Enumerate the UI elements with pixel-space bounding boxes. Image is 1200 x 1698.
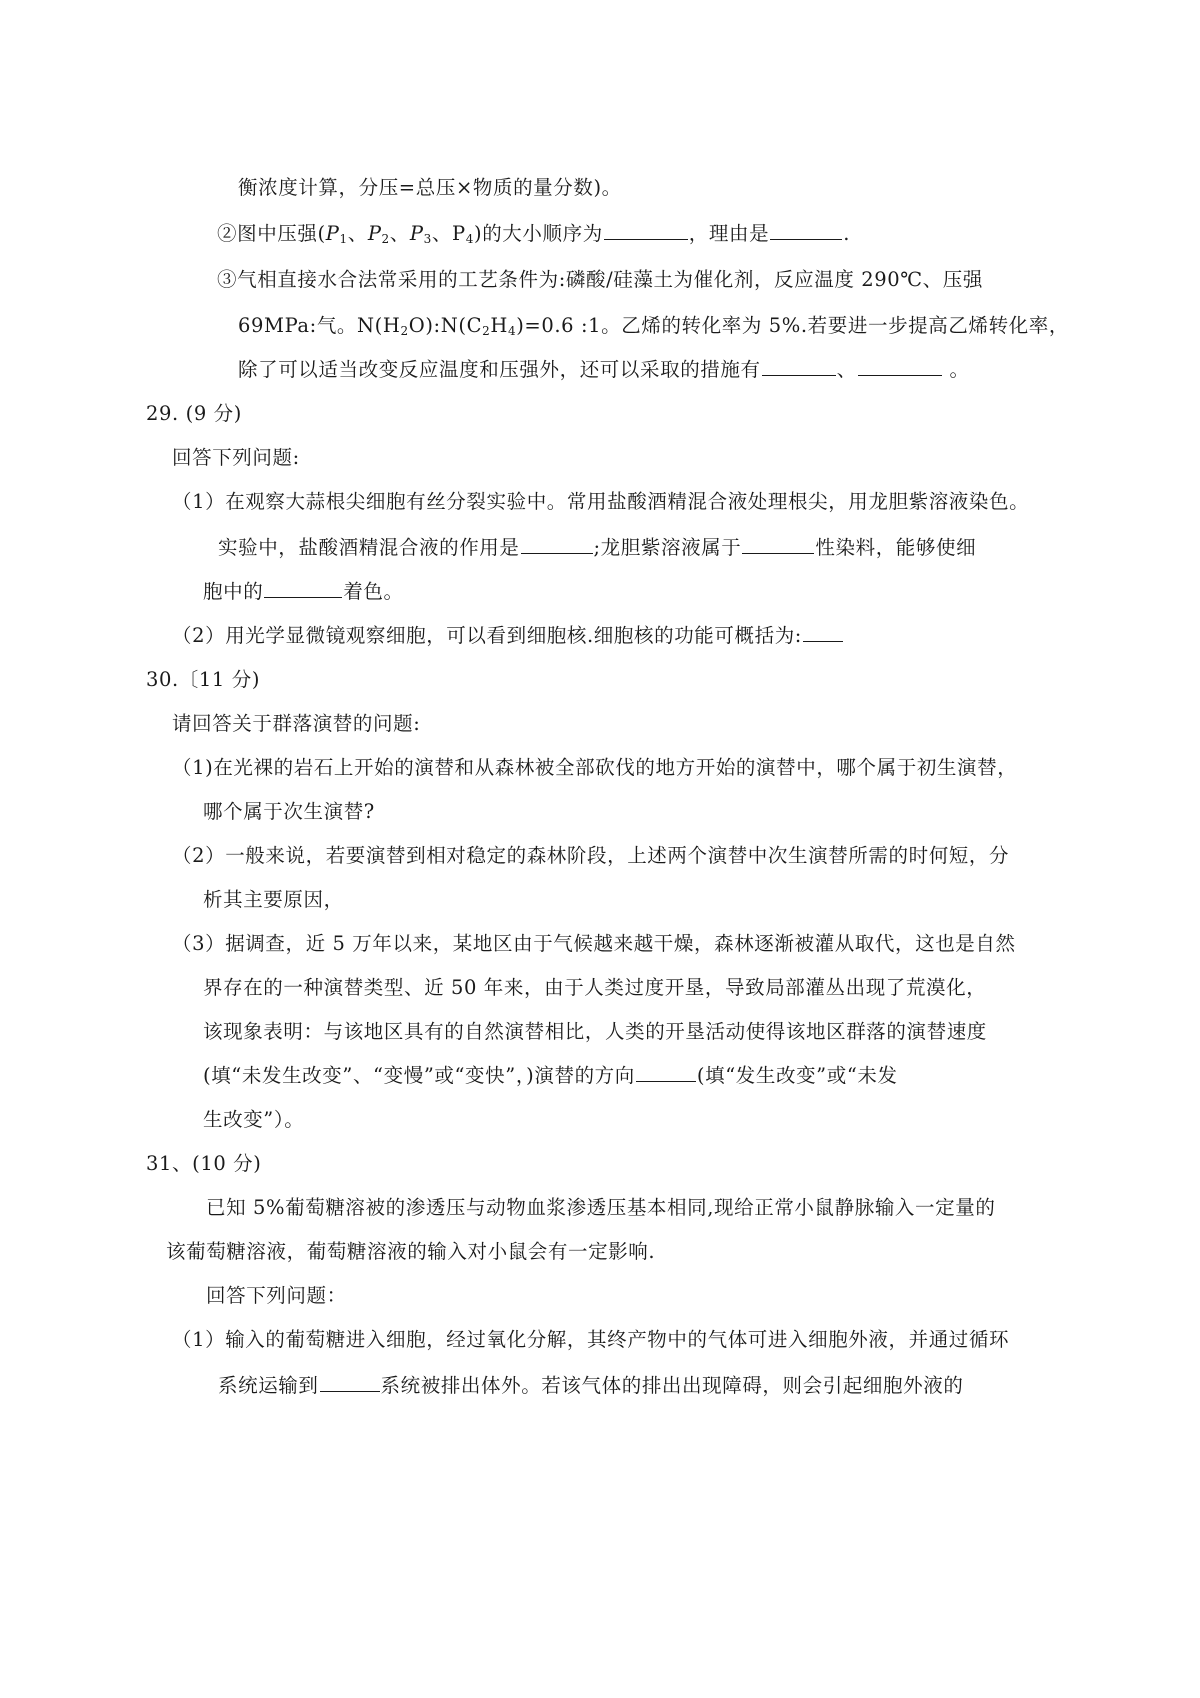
q31-s1-l2-a: 系统运输到 <box>218 1374 319 1397</box>
answer-blank-pressure-order[interactable] <box>604 220 688 240</box>
q30-sub1-line2 <box>203 798 375 826</box>
q28-p3-l3-c: 。 <box>942 358 970 381</box>
q30-sub3-line1 <box>172 930 1016 958</box>
q28-p2-text-d: . <box>843 222 851 245</box>
answer-blank-stained-part[interactable] <box>264 578 342 598</box>
q30-intro-text: 请回答关于群落演替的问题: <box>172 712 421 735</box>
q30-s3-text5: 生改变”）。 <box>203 1108 305 1131</box>
q30-s2-text2: 析其主要原因， <box>203 888 344 911</box>
q31-number <box>146 1150 261 1178</box>
q29-sub1-line1 <box>172 488 1029 516</box>
q28-p2-p2-symbol: P <box>367 222 382 245</box>
q30-number <box>146 666 260 694</box>
q29-number-text: 29. (9 分) <box>146 402 242 425</box>
q28-p2-text-b: )的大小顺序为 <box>473 222 603 245</box>
q28-part3-line2 <box>238 312 1069 340</box>
q30-sub3-line2 <box>203 974 986 1002</box>
q28-p2-text-c: ，理由是 <box>688 222 770 245</box>
q28-p3-l2-sub1: 2 <box>400 324 409 338</box>
q29-sub1-line2 <box>218 534 976 562</box>
q31-s1-l2-b: 系统被排出体外。若该气体的排出出现障碍，则会引起细胞外液的 <box>380 1374 964 1397</box>
answer-blank-dye-type[interactable] <box>742 534 814 554</box>
q30-s3-l4-a: (填“未发生改变”、“变慢”或“变快”，)演替的方向 <box>203 1064 635 1087</box>
q31-para-line1 <box>206 1194 995 1222</box>
q28-continuation-line <box>238 174 622 202</box>
q31-para-text2: 该葡萄糖溶液，葡萄糖溶液的输入对小鼠会有一定影响. <box>166 1240 656 1263</box>
q31-para-line2 <box>166 1238 655 1266</box>
q30-number-text: 30.〔11 分) <box>146 668 261 691</box>
q28-p3-l2-d: )=0.6 :1。乙烯的转化率为 5%.若要进一步提高乙烯转化率， <box>516 314 1069 337</box>
q29-sub2-line <box>172 622 844 650</box>
q28-p3-l3-a: 除了可以适当改变反应温度和压强外，还可以采取的措施有 <box>238 358 761 381</box>
answer-blank-succession-direction[interactable] <box>636 1062 696 1082</box>
q29-s1-l3-a: 胞中的 <box>203 580 264 603</box>
q30-s3-text1: （3）据调查，近 5 万年以来，某地区由于气候越来越干燥，森林逐渐被灌从取代，这也是自然 <box>172 932 1016 955</box>
q31-para-text1: 已知 5%葡萄糖溶被的渗透压与动物血浆渗透压基本相同,现给正常小鼠静脉输入一定量的 <box>206 1196 996 1219</box>
q31-intro <box>206 1282 347 1310</box>
q28-p2-p1-symbol: P <box>325 222 340 245</box>
q31-sub1-line1 <box>172 1326 1009 1354</box>
q30-s3-text3: 该现象表明：与该地区具有的自然演替相比，人类的开垦活动使得该地区群落的演替速度 <box>203 1020 987 1043</box>
q29-intro-text: 回答下列问题: <box>172 446 300 469</box>
q28-part3-line3 <box>238 356 970 384</box>
q28-p2-p3-symbol: P <box>409 222 424 245</box>
q30-sub2-line1 <box>172 842 1009 870</box>
q30-intro <box>172 710 420 738</box>
q30-sub1-line1 <box>172 754 1017 782</box>
q28-p2-sub3: 3 <box>423 232 432 246</box>
q28-part3-line1 <box>217 266 983 294</box>
q30-s1-text1: （1)在光裸的岩石上开始的演替和从森林被全部砍伐的地方开始的演替中，哪个属于初生演替， <box>172 756 1018 779</box>
answer-blank-measure-2[interactable] <box>858 356 942 376</box>
q30-sub3-line5 <box>203 1106 304 1134</box>
q28-p2-sub4: 4 <box>465 232 474 246</box>
q29-s1-text1: （1）在观察大蒜根尖细胞有丝分裂实验中。常用盐酸酒精混合液处理根尖，用龙胆紫溶液染色。 <box>172 490 1030 513</box>
q28-cont-text: 衡浓度计算，分压=总压×物质的量分数)。 <box>238 176 622 199</box>
q28-p2-text-a: ②图中压强( <box>217 222 326 245</box>
q29-s2-text: （2）用光学显微镜观察细胞，可以看到细胞核.细胞核的功能可概括为: <box>172 624 802 647</box>
q30-s1-text2: 哪个属于次生演替? <box>203 800 375 823</box>
q28-p2-sep1: 、 <box>347 222 368 245</box>
q30-sub2-line2 <box>203 886 344 914</box>
q28-p3-text1: ③气相直接水合法常采用的工艺条件为:磷酸/硅藻土为催化剂，反应温度 290℃、压强 <box>217 268 983 291</box>
q28-p2-sub1: 1 <box>339 232 348 246</box>
q28-part2-line <box>217 220 850 248</box>
q30-s3-text2: 界存在的一种演替类型、近 50 年来，由于人类过度开垦，导致局部灌丛出现了荒漠化， <box>203 976 987 999</box>
q28-p2-sub2: 2 <box>381 232 390 246</box>
q28-p2-p4-symbol: P <box>452 222 466 245</box>
q28-p3-l2-c: H <box>490 314 508 337</box>
answer-blank-acid-alcohol-role[interactable] <box>521 534 593 554</box>
q31-sub1-line2 <box>218 1372 963 1400</box>
q30-s2-text1: （2）一般来说，若要演替到相对稳定的森林阶段，上述两个演替中次生演替所需的时何短，分 <box>172 844 1010 867</box>
answer-blank-reason[interactable] <box>770 220 842 240</box>
answer-blank-measure-1[interactable] <box>762 356 836 376</box>
q31-number-text: 31、(10 分) <box>146 1152 262 1175</box>
q28-p3-l2-b: O):N(C <box>408 314 483 337</box>
q31-intro-text: 回答下列问题： <box>206 1284 347 1307</box>
q28-p3-l2-sub3: 4 <box>507 324 517 338</box>
answer-blank-nucleus-function[interactable] <box>803 622 843 642</box>
q29-sub1-line3 <box>203 578 404 606</box>
q28-p2-sep3: 、 <box>431 222 452 245</box>
q29-s1-l3-b: 着色。 <box>343 580 404 603</box>
q29-intro <box>172 444 300 472</box>
q29-s1-l2-b: ;龙胆紫溶液属于 <box>593 536 742 559</box>
q28-p3-l3-b: 、 <box>836 358 857 381</box>
q31-s1-text1: （1）输入的葡萄糖进入细胞，经过氧化分解，其终产物中的气体可进入细胞外液，并通过循环 <box>172 1328 1010 1351</box>
q29-s1-l2-a: 实验中，盐酸酒精混合液的作用是 <box>218 536 520 559</box>
q30-sub3-line3 <box>203 1018 987 1046</box>
q30-s3-l4-b: (填“发生改变”或“未发 <box>696 1064 898 1087</box>
q29-s1-l2-c: 性染料，能够使细 <box>815 536 977 559</box>
q30-sub3-line4 <box>203 1062 898 1090</box>
q28-p3-l2-a: 69MPa:气。N(H <box>238 314 401 337</box>
q28-p3-l2-sub2: 2 <box>482 324 491 338</box>
q29-number <box>146 400 242 428</box>
q28-p2-sep2: 、 <box>389 222 410 245</box>
answer-blank-excretion-system[interactable] <box>320 1372 380 1392</box>
